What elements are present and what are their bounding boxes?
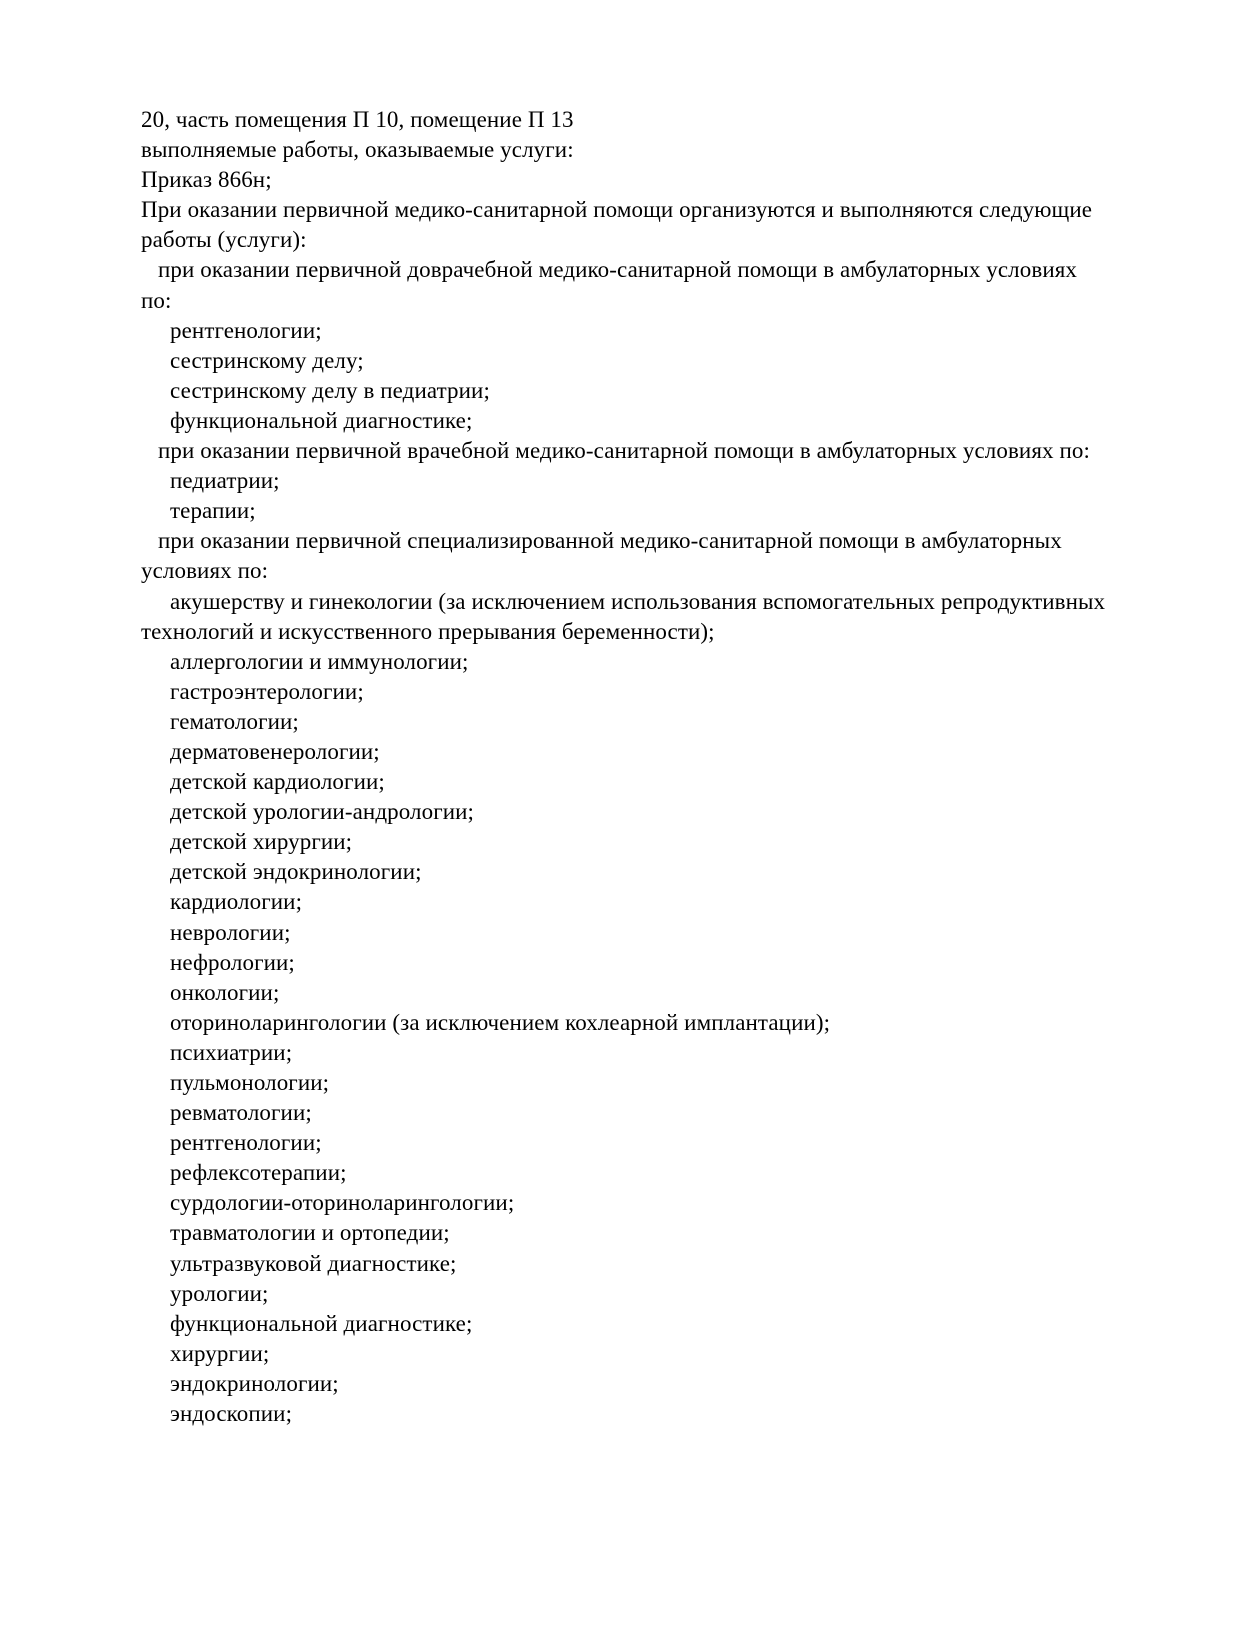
text-line: педиатрии;	[170, 468, 280, 494]
text-line: дерматовенерологии;	[170, 738, 380, 764]
text-line: сестринскому делу;	[170, 347, 364, 373]
text-line: сурдологии-оториноларингологии;	[170, 1190, 515, 1216]
text-line: 20, часть помещения П 10, помещение П 13	[141, 107, 574, 132]
text-line: условиях по:	[141, 558, 269, 584]
text-line: нефрологии;	[170, 949, 295, 975]
text-line: травматологии и ортопедии;	[170, 1220, 450, 1246]
text-line: рентгенологии;	[170, 317, 322, 343]
text-line: эндокринологии;	[170, 1370, 339, 1396]
text-line: неврологии;	[170, 919, 291, 945]
text-line: функциональной диагностике;	[170, 407, 473, 433]
text-line: Приказ 866н;	[141, 167, 272, 193]
text-line: рефлексотерапии;	[170, 1160, 347, 1186]
text-line: технологий и искусственного прерывания беременности);	[141, 618, 715, 644]
text-line: при оказании первичной доврачебной медико-санитарной помощи в амбулаторных условиях	[158, 257, 1078, 283]
text-line: хирургии;	[170, 1340, 270, 1366]
text-line: выполняемые работы, оказываемые услуги:	[141, 137, 574, 163]
text-line: при оказании первичной врачебной медико-санитарной помощи в амбулаторных условиях по:	[158, 438, 1090, 464]
text-line: детской хирургии;	[170, 829, 353, 855]
text-line: урологии;	[170, 1280, 269, 1306]
text-line: терапии;	[170, 498, 256, 524]
text-line: акушерству и гинекологии (за исключением использования вспомогательных репродуктивных	[170, 588, 1106, 614]
text-line: рентгенологии;	[170, 1130, 322, 1156]
text-line: ультразвуковой диагностике;	[170, 1250, 457, 1276]
text-line: оториноларингологии (за исключением кохлеарной имплантации);	[170, 1009, 831, 1035]
license-works-text	[141, 105, 1203, 1429]
text-line: по:	[141, 287, 172, 313]
text-line: гастроэнтерологии;	[170, 678, 364, 704]
text-line: ревматологии;	[170, 1100, 312, 1126]
text-line: работы (услуги):	[141, 227, 307, 253]
text-line: онкологии;	[170, 979, 280, 1005]
text-line: кардиологии;	[170, 889, 303, 915]
text-line: пульмонологии;	[170, 1070, 330, 1095]
text-line: аллергологии и иммунологии;	[170, 648, 469, 674]
text-line: функциональной диагностике;	[170, 1310, 473, 1336]
text-line: При оказании первичной медико-санитарной помощи организуются и выполняются следующие	[141, 197, 1093, 223]
text-line: эндоскопии;	[170, 1401, 293, 1427]
text-line: детской эндокринологии;	[170, 859, 422, 885]
text-line: детской кардиологии;	[170, 769, 385, 795]
text-line: детской урологии-андрологии;	[170, 799, 475, 825]
text-line: психиатрии;	[170, 1039, 293, 1065]
text-line: сестринскому делу в педиатрии;	[170, 377, 490, 403]
text-line: гематологии;	[170, 708, 299, 734]
text-line: при оказании первичной специализированной медико-санитарной помощи в амбулаторных	[158, 528, 1062, 554]
